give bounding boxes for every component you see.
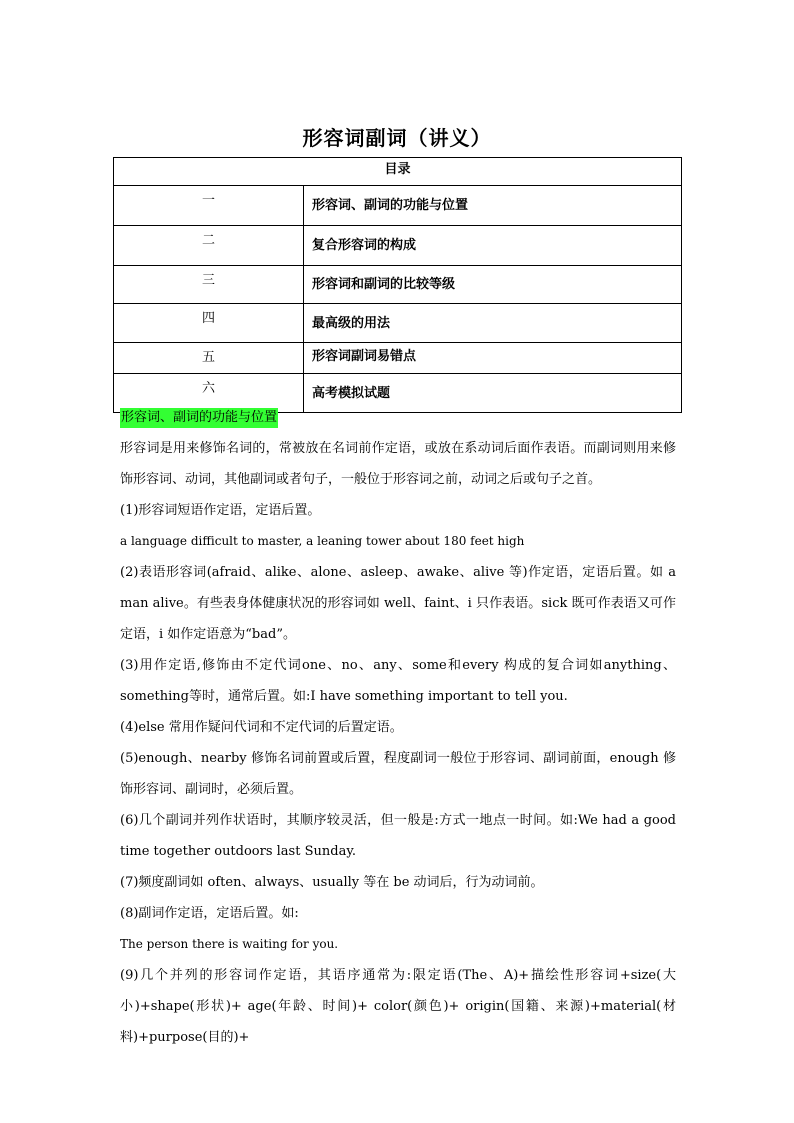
rule-6: (6)几个副词并列作状语时，其顺序较灵活，但一般是:方式一地点一时间。如:We had a good time together outdoors last Sunday. [120, 813, 676, 859]
rule-7: (7)频度副词如 often、always、usually 等在 be 动词后，行为动词前。 [120, 875, 544, 890]
toc-row [114, 226, 682, 266]
toc-row [114, 266, 682, 304]
rule-3: (3)用作定语,修饰由不定代词one、no、any、some和every 构成的复合词如anything、something等时，通常后置。如:I have something important to tell you. [120, 658, 676, 704]
rule-8: (8)副词作定语，定语后置。如: [120, 906, 299, 921]
toc-topic: 形容词和副词的比较等级 [304, 266, 682, 304]
toc-topic: 复合形容词的构成 [304, 226, 682, 266]
page-title: 形容词副词（讲义） [302, 126, 492, 150]
toc-topic: 高考模拟试题 [304, 374, 682, 413]
toc-topic: 形容词副词易错点 [304, 343, 682, 374]
toc-header-row [114, 158, 682, 186]
rule-5: (5)enough、nearby 修饰名词前置或后置，程度副词一般位于形容词、副词前面，enough 修饰形容词、副词时，必须后置。 [120, 751, 676, 797]
toc-number: 一 [114, 186, 304, 226]
toc-row [114, 186, 682, 226]
rule-9: (9)几个并列的形容词作定语，其语序通常为:限定语(The、A)+描绘性形容词+size(大小)+shape(形状)+ age(年龄、时间)+ color(颜色)+ origin(国籍、来源)+material(材料)+purpose(目的)+ [120, 968, 676, 1045]
toc-number: 三 [114, 266, 304, 304]
section-heading: 形容词、副词的功能与位置 [120, 408, 278, 428]
intro-paragraph: 形容词是用来修饰名词的，常被放在名词前作定语，或放在系动词后面作表语。而副词则用来修饰形容词、动词，其他副词或者句子，一般位于形容词之前，动词之后或句子之首。 [120, 441, 676, 487]
toc-number: 五 [114, 343, 304, 374]
rule-1: (1)形容词短语作定语，定语后置。 [120, 503, 321, 518]
toc-row [114, 304, 682, 343]
toc-number: 六 [114, 374, 304, 413]
section-body [120, 402, 676, 1053]
toc-number: 四 [114, 304, 304, 343]
toc-row [114, 343, 682, 374]
toc-number: 二 [114, 226, 304, 266]
rule-4: (4)else 常用作疑问代词和不定代词的后置定语。 [120, 720, 403, 735]
rule-2: (2)表语形容词(afraid、alike、alone、asleep、awake、alive 等)作定语，定语后置。如 a man alive。有些表身体健康状况的形容词如 well、faint、i 只作表语。sick 既可作表语又可作定语，i 如作定语意为“bad”。 [120, 565, 676, 642]
toc-header: 目录 [114, 158, 682, 186]
table-of-contents [113, 157, 682, 413]
toc-topic: 形容词、副词的功能与位置 [304, 186, 682, 226]
toc-topic: 最高级的用法 [304, 304, 682, 343]
rule-8-example: The person there is waiting for you. [120, 937, 339, 951]
rule-1-example: a language difficult to master, a leaning tower about 180 feet high [120, 534, 525, 548]
